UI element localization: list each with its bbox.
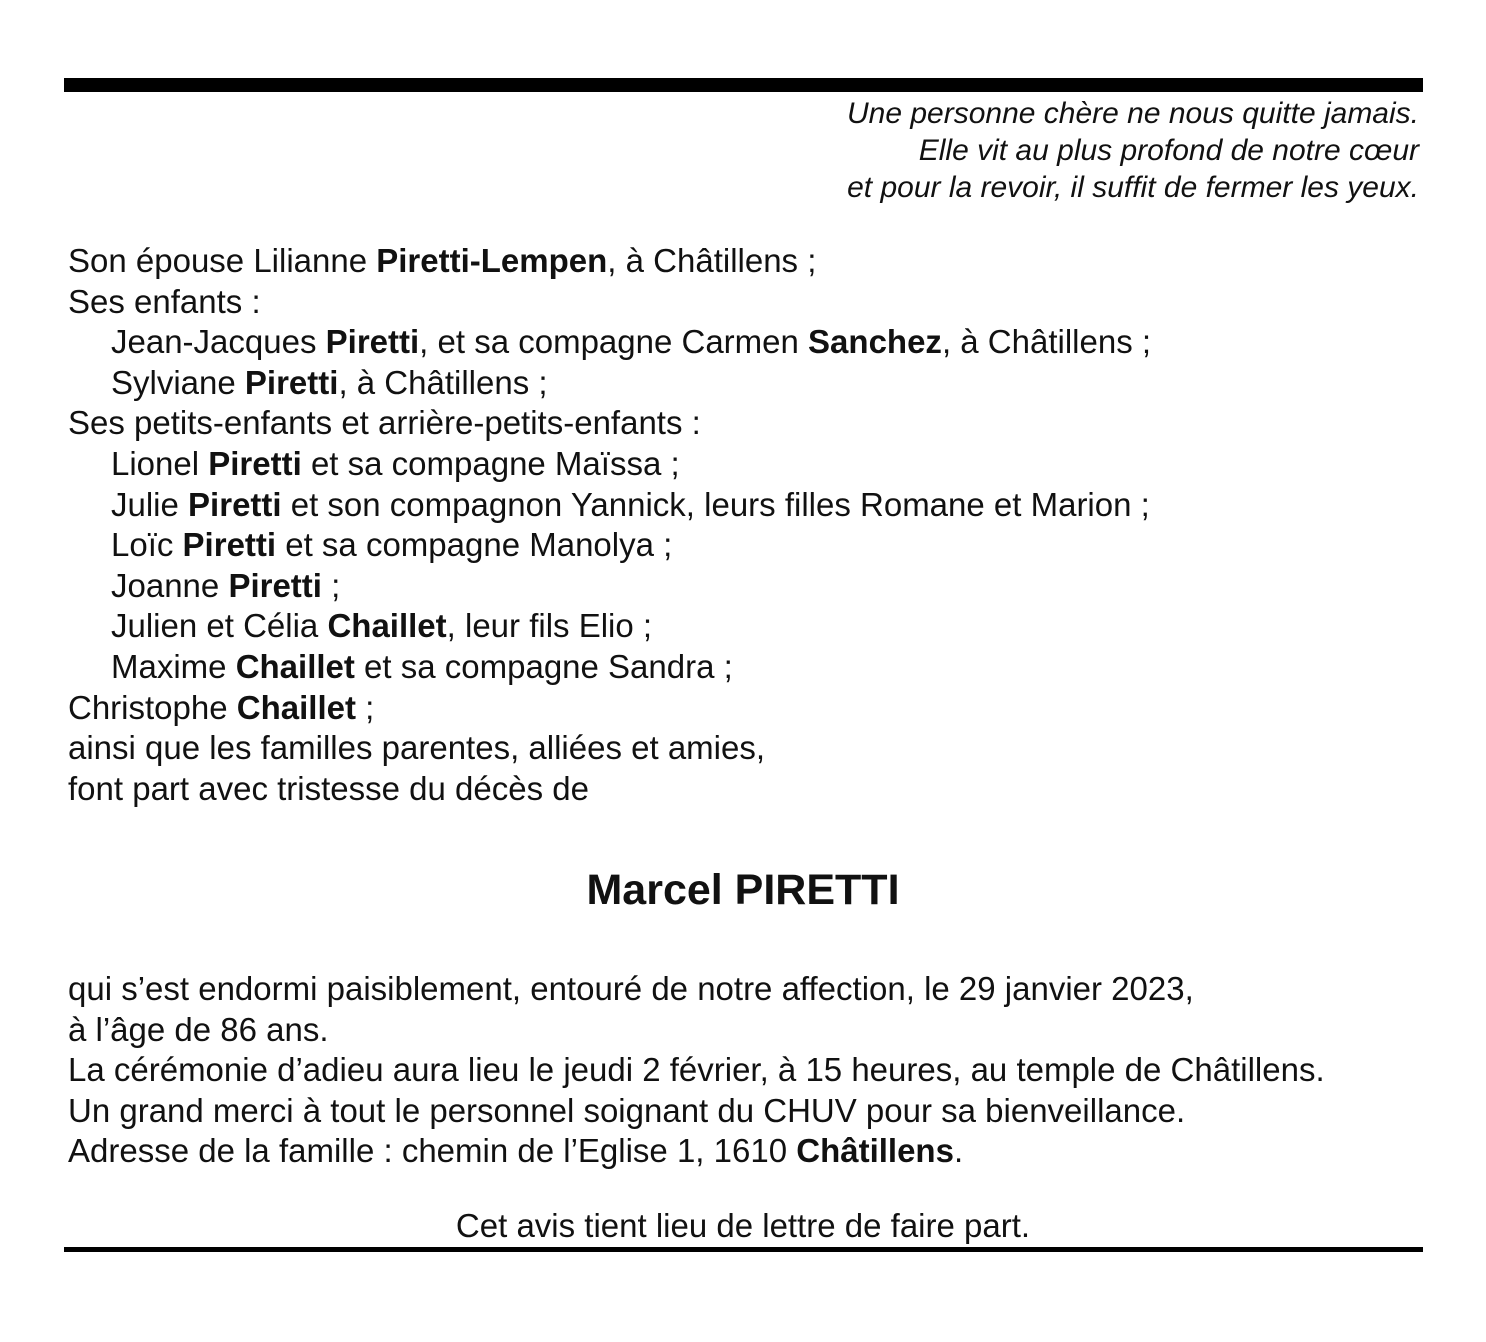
bottom-rule xyxy=(64,1247,1423,1252)
child-line: Jean-Jacques Piretti, et sa compagne Carmen Sanchez, à Châtillens ; xyxy=(111,323,1152,361)
top-rule xyxy=(64,78,1423,92)
surname: Piretti xyxy=(228,566,322,604)
grandchildren-heading: Ses petits-enfants et arrière-petits-enfants : xyxy=(68,404,701,442)
details-line: qui s’est endormi paisiblement, entouré de notre affection, le 29 janvier 2023, xyxy=(68,970,1194,1007)
quote-line: et pour la revoir, il suffit de fermer les yeux. xyxy=(847,171,1419,204)
quote-line: Une personne chère ne nous quitte jamais. xyxy=(846,97,1419,130)
details-block xyxy=(68,969,1325,1172)
surname: Piretti xyxy=(182,526,277,564)
grandchild-line: Maxime Chaillet et sa compagne Sandra ; xyxy=(111,647,733,685)
surname: Piretti xyxy=(325,323,420,361)
child-line: Sylviane Piretti, à Châtillens ; xyxy=(111,363,548,401)
quote-line: Elle vit au plus profond de notre cœur xyxy=(918,134,1419,167)
closing-note: Cet avis tient lieu de lettre de faire part. xyxy=(455,1207,1031,1244)
surname: Piretti-Lempen xyxy=(376,242,608,279)
relatives-line: ainsi que les familles parentes, alliées et amies, xyxy=(68,729,766,767)
address-town: Châtillens xyxy=(796,1132,954,1170)
surname: Chaillet xyxy=(327,607,447,645)
spouse-line: Son épouse Lilianne Piretti-Lempen, à Châtillens ; xyxy=(68,242,817,279)
children-heading: Ses enfants : xyxy=(68,282,261,320)
surname: Sanchez xyxy=(808,323,942,361)
epigraph-quote xyxy=(847,95,1419,206)
surname: Chaillet xyxy=(235,647,355,685)
surname: Chaillet xyxy=(236,688,356,726)
surname: Piretti xyxy=(208,444,302,482)
surname: Piretti xyxy=(188,485,282,523)
grandchild-line: Joanne Piretti ; xyxy=(111,566,341,604)
details-line: à l’âge de 86 ans. xyxy=(68,1010,329,1048)
address-line: Adresse de la famille : chemin de l’Eglise 1, 1610 Châtillens. xyxy=(68,1132,964,1170)
ceremony-line: La cérémonie d’adieu aura lieu le jeudi 2 février, à 15 heures, au temple de Châtillens. xyxy=(68,1051,1325,1089)
deceased-name: Marcel PIRETTI xyxy=(586,866,900,914)
announcement-line: font part avec tristesse du décès de xyxy=(68,769,589,807)
other-relative-line: Christophe Chaillet ; xyxy=(68,688,375,726)
thanks-line: Un grand merci à tout le personnel soignant du CHUV pour sa bienveillance. xyxy=(68,1091,1186,1129)
grandchild-line: Loïc Piretti et sa compagne Manolya ; xyxy=(111,526,673,564)
surname: Piretti xyxy=(244,363,339,401)
family-list xyxy=(68,241,1151,809)
grandchild-line: Lionel Piretti et sa compagne Maïssa ; xyxy=(111,444,680,482)
grandchild-line: Julien et Célia Chaillet, leur fils Elio ; xyxy=(111,607,653,645)
grandchild-line: Julie Piretti et son compagnon Yannick, leurs filles Romane et Marion ; xyxy=(111,485,1150,523)
